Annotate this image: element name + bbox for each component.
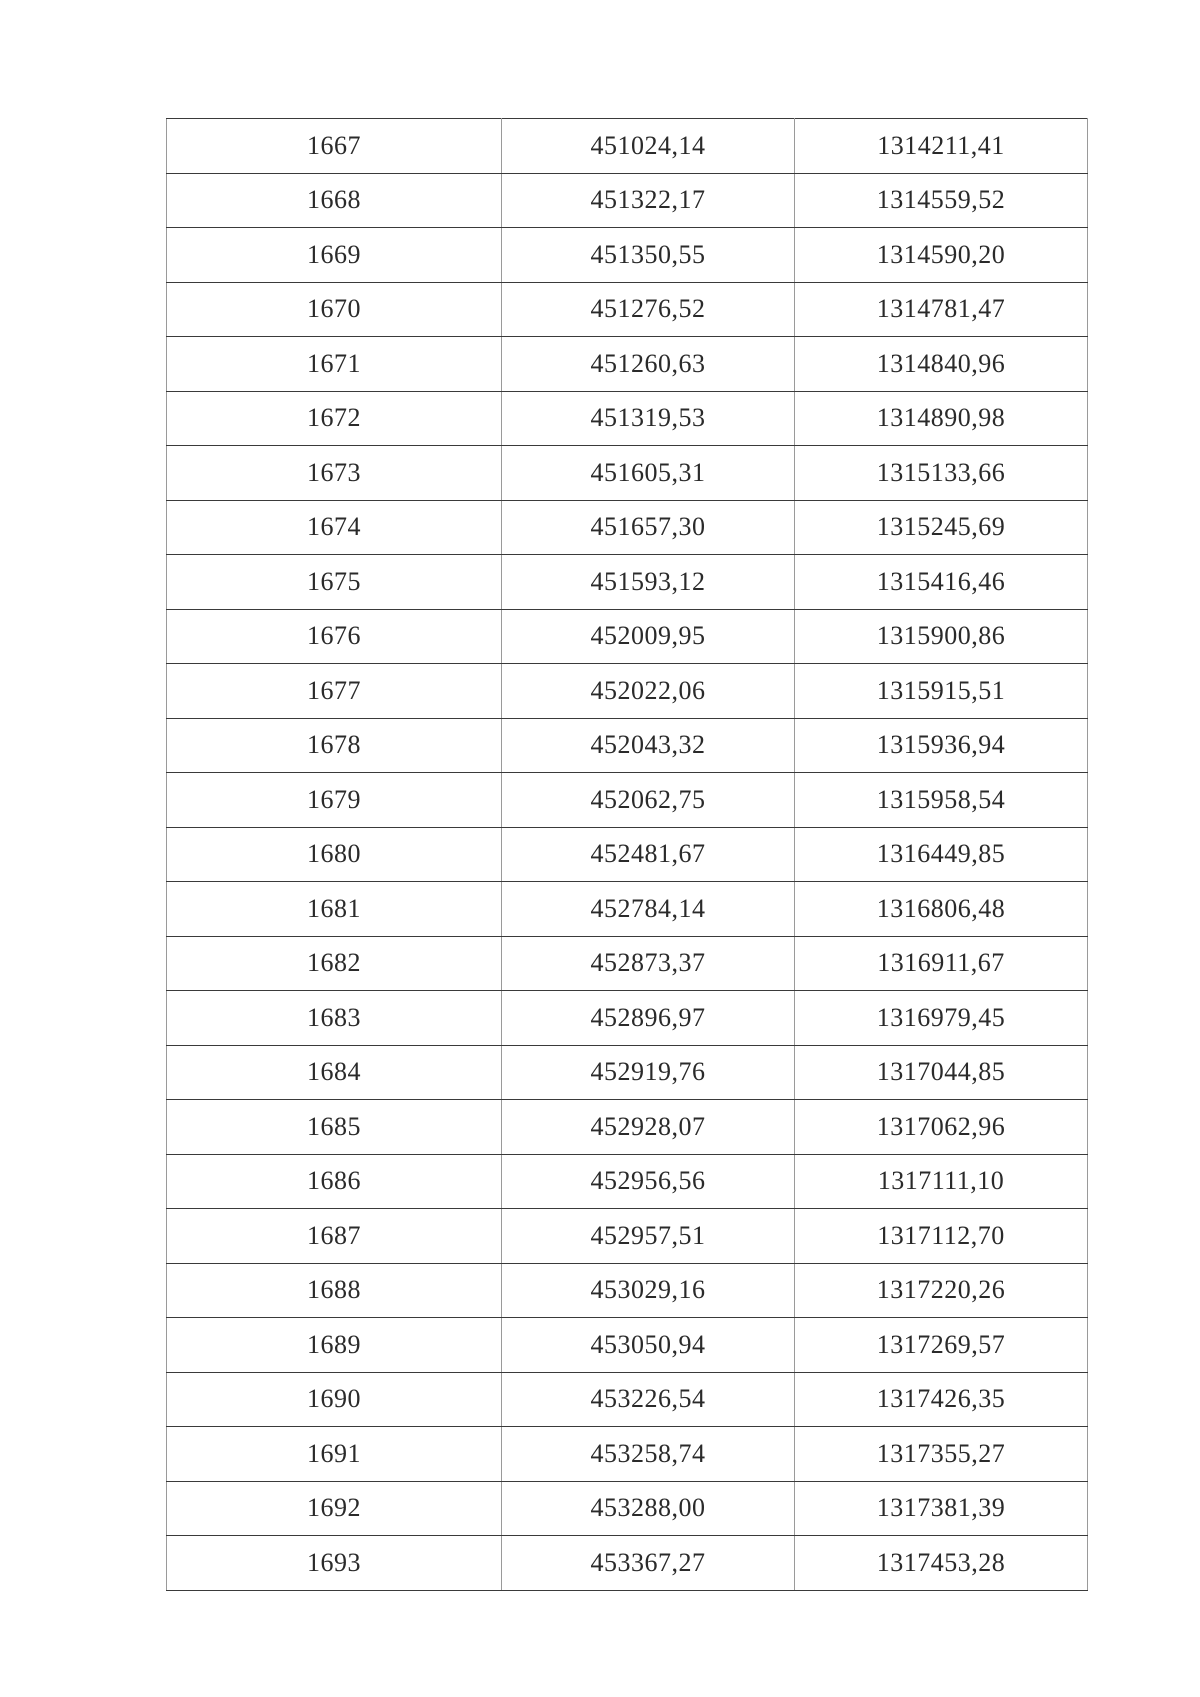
point-number-cell: 1674 [167, 500, 502, 555]
coordinate-x-cell: 452022,06 [502, 664, 795, 719]
coordinate-x-cell: 451657,30 [502, 500, 795, 555]
coordinate-y-cell: 1315936,94 [795, 718, 1088, 773]
point-number-cell: 1693 [167, 1536, 502, 1591]
coordinate-y-cell: 1315900,86 [795, 609, 1088, 664]
coordinate-x-cell: 451260,63 [502, 337, 795, 392]
table-row [167, 555, 1088, 610]
table-row [167, 827, 1088, 882]
table-row [167, 282, 1088, 337]
table-row [167, 1154, 1088, 1209]
coordinate-y-cell: 1315958,54 [795, 773, 1088, 828]
table-row [167, 337, 1088, 392]
coordinate-y-cell: 1314590,20 [795, 228, 1088, 283]
coordinate-x-cell: 451024,14 [502, 119, 795, 174]
table-row [167, 1536, 1088, 1591]
point-number-cell: 1671 [167, 337, 502, 392]
coordinate-x-cell: 451319,53 [502, 391, 795, 446]
point-number-cell: 1673 [167, 446, 502, 501]
coordinate-x-cell: 452784,14 [502, 882, 795, 937]
coordinate-y-cell: 1317453,28 [795, 1536, 1088, 1591]
coordinate-y-cell: 1317355,27 [795, 1427, 1088, 1482]
point-number-cell: 1678 [167, 718, 502, 773]
coordinate-y-cell: 1314559,52 [795, 173, 1088, 228]
point-number-cell: 1668 [167, 173, 502, 228]
coordinate-x-cell: 452043,32 [502, 718, 795, 773]
coordinate-x-cell: 452896,97 [502, 991, 795, 1046]
point-number-cell: 1690 [167, 1372, 502, 1427]
coordinate-y-cell: 1317062,96 [795, 1100, 1088, 1155]
table-row [167, 1318, 1088, 1373]
table-row [167, 609, 1088, 664]
table-row [167, 391, 1088, 446]
coordinate-x-cell: 453050,94 [502, 1318, 795, 1373]
coordinate-x-cell: 452062,75 [502, 773, 795, 828]
point-number-cell: 1683 [167, 991, 502, 1046]
coordinate-x-cell: 453258,74 [502, 1427, 795, 1482]
coordinate-y-cell: 1317269,57 [795, 1318, 1088, 1373]
point-number-cell: 1688 [167, 1263, 502, 1318]
coordinate-y-cell: 1314890,98 [795, 391, 1088, 446]
coordinate-x-cell: 452009,95 [502, 609, 795, 664]
point-number-cell: 1675 [167, 555, 502, 610]
coordinate-x-cell: 453226,54 [502, 1372, 795, 1427]
table-row [167, 1427, 1088, 1482]
coordinate-y-cell: 1317044,85 [795, 1045, 1088, 1100]
coordinate-y-cell: 1314781,47 [795, 282, 1088, 337]
coordinates-table [166, 118, 1088, 1591]
table-row [167, 664, 1088, 719]
point-number-cell: 1680 [167, 827, 502, 882]
table-row [167, 1481, 1088, 1536]
table-row [167, 119, 1088, 174]
coordinate-x-cell: 451322,17 [502, 173, 795, 228]
table-row [167, 1100, 1088, 1155]
point-number-cell: 1676 [167, 609, 502, 664]
coordinate-y-cell: 1315416,46 [795, 555, 1088, 610]
point-number-cell: 1667 [167, 119, 502, 174]
point-number-cell: 1679 [167, 773, 502, 828]
point-number-cell: 1687 [167, 1209, 502, 1264]
point-number-cell: 1684 [167, 1045, 502, 1100]
table-row [167, 228, 1088, 283]
coordinate-y-cell: 1317220,26 [795, 1263, 1088, 1318]
coordinate-x-cell: 453367,27 [502, 1536, 795, 1591]
coordinate-y-cell: 1315245,69 [795, 500, 1088, 555]
point-number-cell: 1677 [167, 664, 502, 719]
coordinate-y-cell: 1316806,48 [795, 882, 1088, 937]
coordinate-x-cell: 452957,51 [502, 1209, 795, 1264]
table-row [167, 173, 1088, 228]
point-number-cell: 1670 [167, 282, 502, 337]
coordinate-y-cell: 1314211,41 [795, 119, 1088, 174]
coordinate-y-cell: 1316449,85 [795, 827, 1088, 882]
coordinate-x-cell: 452481,67 [502, 827, 795, 882]
point-number-cell: 1692 [167, 1481, 502, 1536]
coordinate-x-cell: 451276,52 [502, 282, 795, 337]
coordinate-x-cell: 451350,55 [502, 228, 795, 283]
coordinate-y-cell: 1315133,66 [795, 446, 1088, 501]
point-number-cell: 1669 [167, 228, 502, 283]
table-row [167, 446, 1088, 501]
coordinate-x-cell: 452919,76 [502, 1045, 795, 1100]
coordinate-y-cell: 1315915,51 [795, 664, 1088, 719]
point-number-cell: 1691 [167, 1427, 502, 1482]
table-row [167, 1372, 1088, 1427]
coordinate-y-cell: 1317426,35 [795, 1372, 1088, 1427]
point-number-cell: 1682 [167, 936, 502, 991]
coordinate-y-cell: 1314840,96 [795, 337, 1088, 392]
coordinate-y-cell: 1316911,67 [795, 936, 1088, 991]
coordinate-x-cell: 453288,00 [502, 1481, 795, 1536]
coordinate-x-cell: 452956,56 [502, 1154, 795, 1209]
table-row [167, 1263, 1088, 1318]
coordinate-y-cell: 1316979,45 [795, 991, 1088, 1046]
coordinate-y-cell: 1317111,10 [795, 1154, 1088, 1209]
coordinates-table-body [167, 119, 1088, 1591]
table-row [167, 1045, 1088, 1100]
point-number-cell: 1689 [167, 1318, 502, 1373]
coordinate-x-cell: 451593,12 [502, 555, 795, 610]
coordinate-x-cell: 452873,37 [502, 936, 795, 991]
table-row [167, 991, 1088, 1046]
point-number-cell: 1686 [167, 1154, 502, 1209]
table-row [167, 1209, 1088, 1264]
coordinate-y-cell: 1317112,70 [795, 1209, 1088, 1264]
point-number-cell: 1672 [167, 391, 502, 446]
table-row [167, 500, 1088, 555]
table-row [167, 936, 1088, 991]
point-number-cell: 1681 [167, 882, 502, 937]
coordinate-x-cell: 451605,31 [502, 446, 795, 501]
table-row [167, 773, 1088, 828]
coordinate-y-cell: 1317381,39 [795, 1481, 1088, 1536]
coordinate-x-cell: 453029,16 [502, 1263, 795, 1318]
table-row [167, 882, 1088, 937]
point-number-cell: 1685 [167, 1100, 502, 1155]
table-row [167, 718, 1088, 773]
coordinate-x-cell: 452928,07 [502, 1100, 795, 1155]
